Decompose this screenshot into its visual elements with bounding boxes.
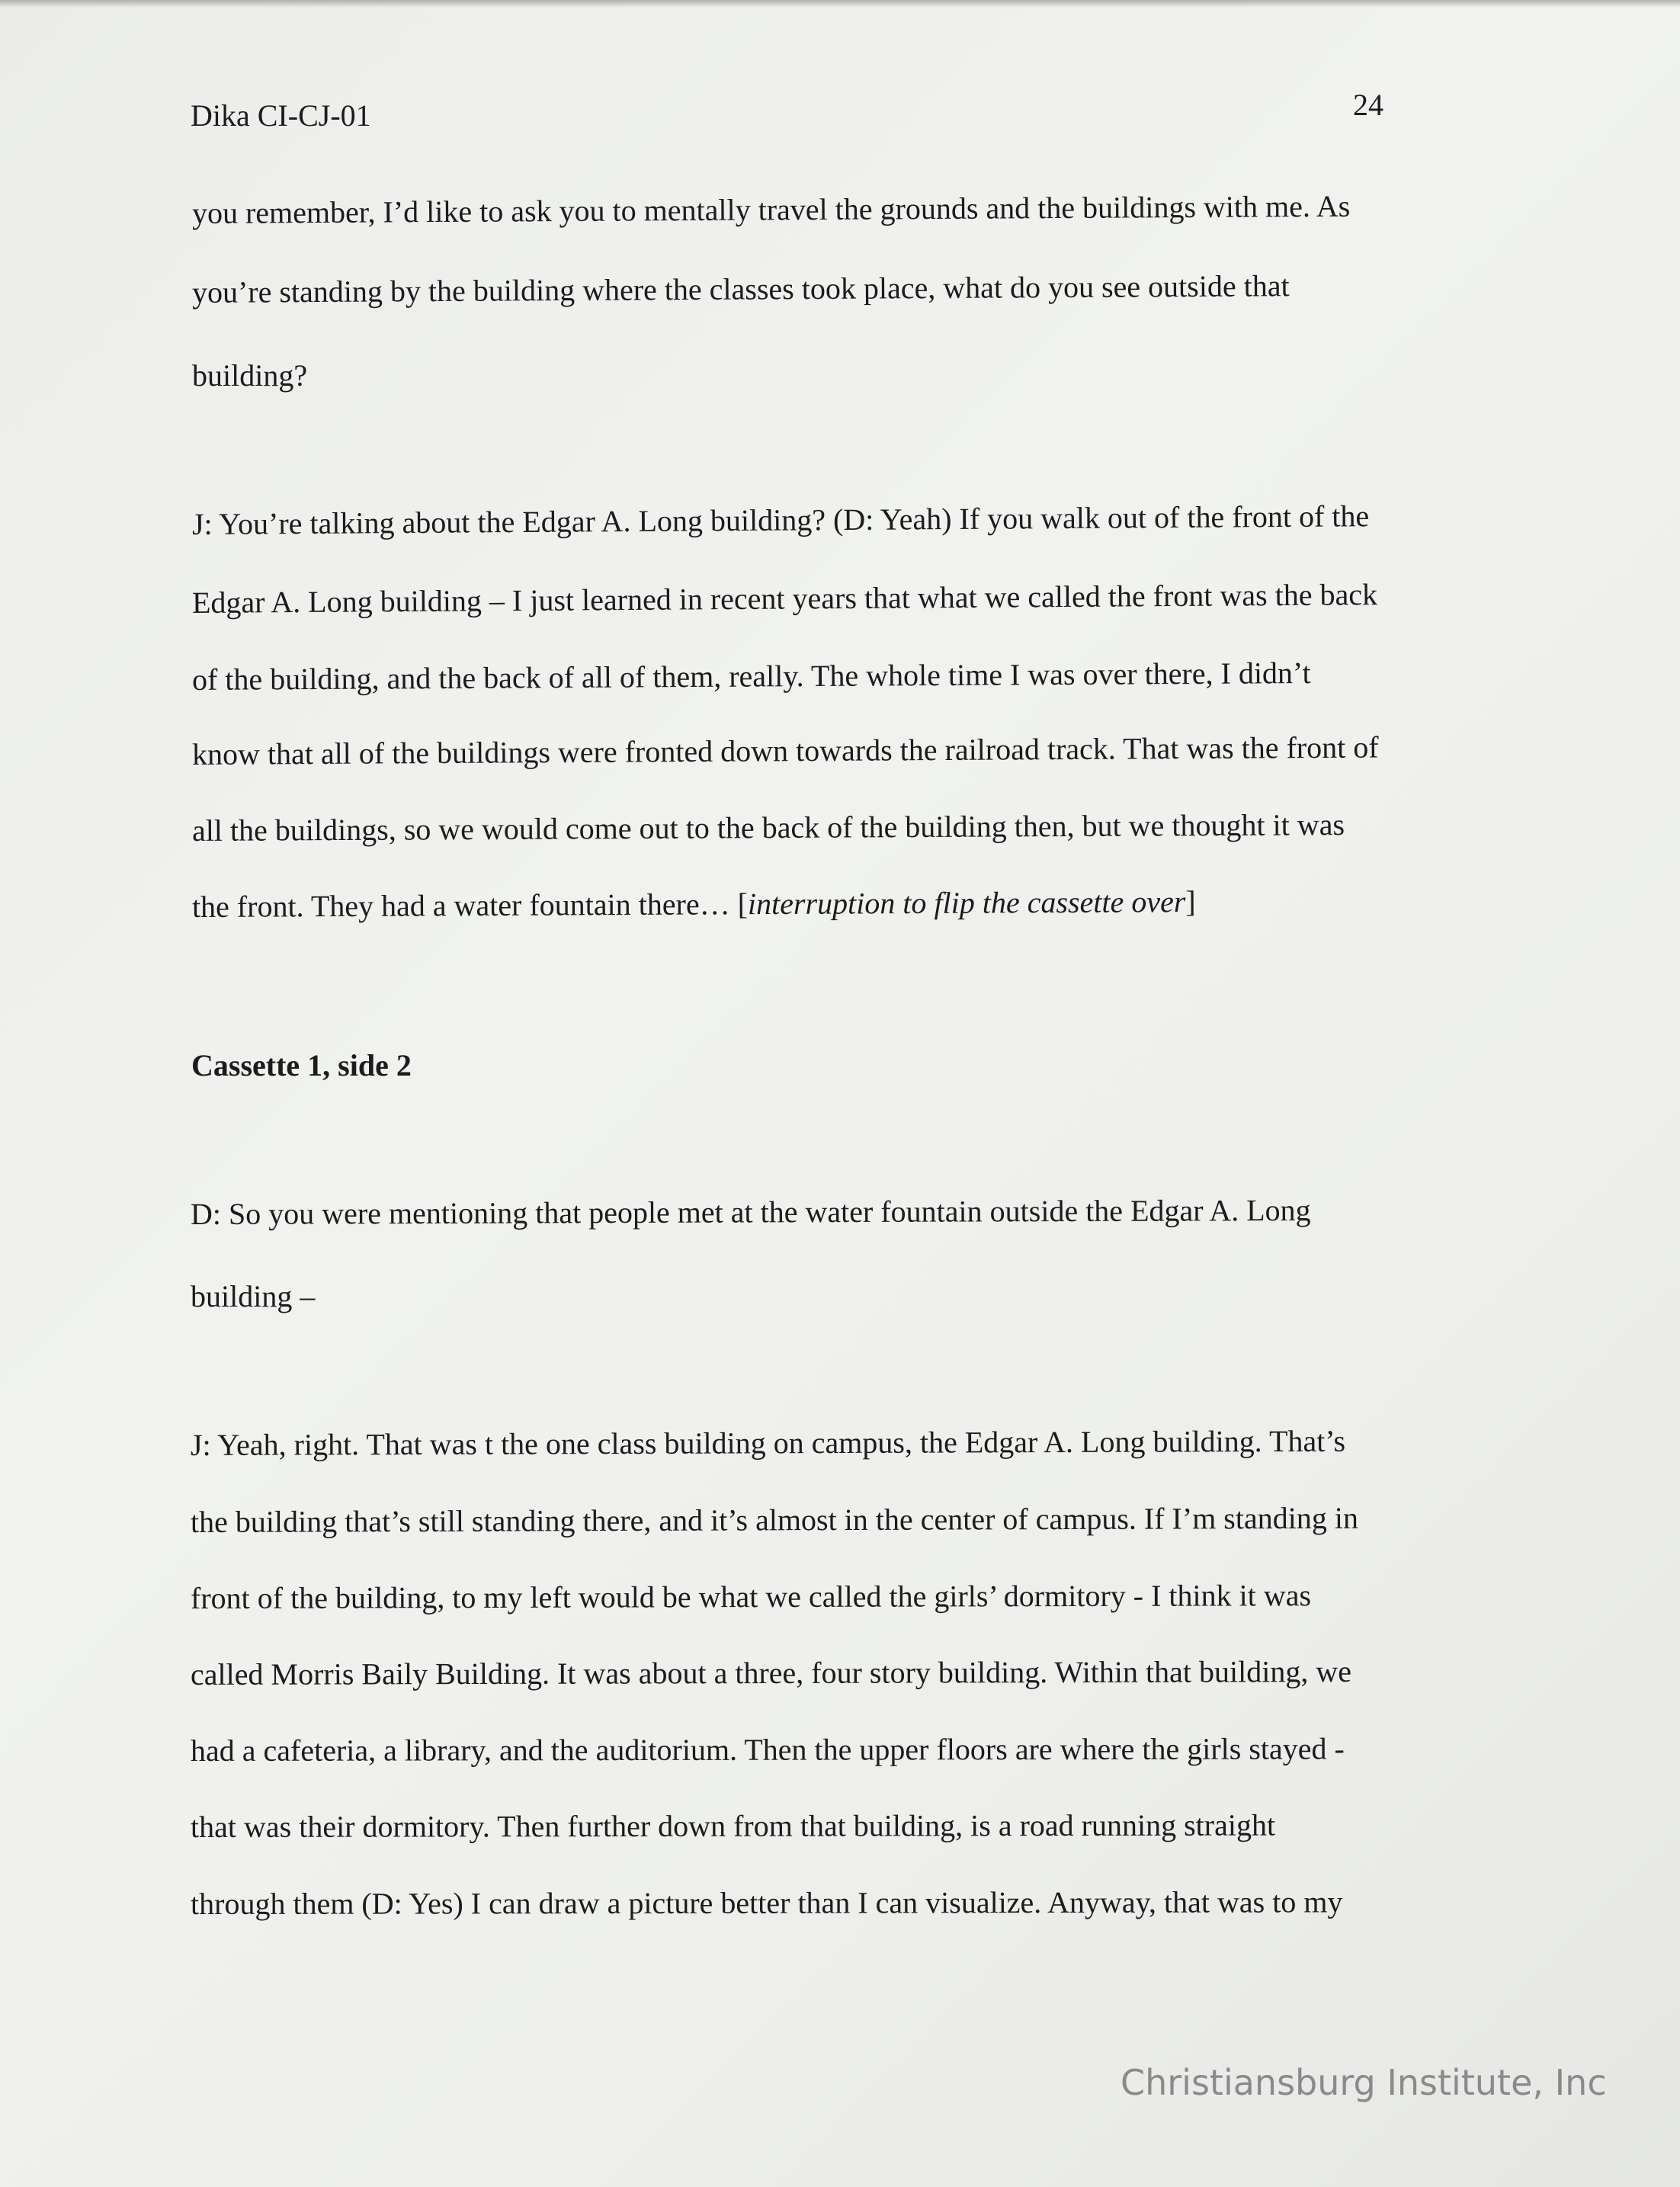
paragraph-2-line-6 (191, 884, 1196, 924)
paragraph-3-line-1: D: So you were mentioning that people met at the water fountain outside the Edgar A. Long (190, 1192, 1311, 1231)
paragraph-2-line-1: J: You’re talking about the Edgar A. Long building? (D: Yeah) If you walk out of the front of the (191, 499, 1370, 541)
paragraph-4-line-1: J: Yeah, right. That was t the one class building on campus, the Edgar A. Long building. That’s (190, 1423, 1346, 1462)
paragraph-1-line-1: you remember, I’d like to ask you to mentally travel the grounds and the buildings with me. As (191, 188, 1351, 230)
paragraph-4-line-2: the building that’s still standing there, and it’s almost in the center of campus. If I’m standing in (190, 1500, 1359, 1539)
paragraph-1-line-3: building? (192, 358, 308, 393)
section-heading: Cassette 1, side 2 (191, 1048, 412, 1082)
paragraph-4-line-7: through them (D: Yes) I can draw a picture better than I can visualize. Anyway, that was to my (190, 1884, 1343, 1921)
paragraph-1-line-2: you’re standing by the building where the classes took place, what do you see outside that (191, 268, 1290, 309)
paragraph-2-line-4: know that all of the buildings were fronted down towards the railroad track. That was the front of (191, 730, 1379, 771)
paragraph-2-line-3: of the building, and the back of all of them, really. The whole time I was over there, I didn’t (191, 656, 1311, 697)
paragraph-4-line-4: called Morris Baily Building. It was about a three, four story building. Within that building, we (190, 1654, 1352, 1692)
paragraph-2-line-6-text: the front. They had a water fountain there… [ (191, 887, 749, 924)
interruption-note: interruption to flip the cassette over (747, 884, 1186, 922)
paragraph-4-line-3: front of the building, to my left would be what we called the girls’ dormitory - I think it was (190, 1578, 1312, 1615)
page-number: 24 (1353, 88, 1383, 122)
paragraph-2-line-2: Edgar A. Long building – I just learned in recent years that what we called the front was the back (191, 577, 1378, 620)
paragraph-2-line-5: all the buildings, so we would come out to the back of the building then, but we thought it was (191, 807, 1345, 848)
document-id: Dika CI-CJ-01 (191, 98, 371, 133)
paragraph-2-line-6-end: ] (1185, 884, 1196, 919)
paragraph-4-line-6: that was their dormitory. Then further down from that building, is a road running straight (190, 1807, 1276, 1844)
watermark: Christiansburg Institute, Inc (1121, 2062, 1607, 2103)
paragraph-4-line-5: had a cafeteria, a library, and the auditorium. Then the upper floors are where the girls stayed - (190, 1731, 1345, 1768)
scan-edge-shadow (0, 0, 1680, 8)
paragraph-3-line-2: building – (191, 1279, 316, 1313)
